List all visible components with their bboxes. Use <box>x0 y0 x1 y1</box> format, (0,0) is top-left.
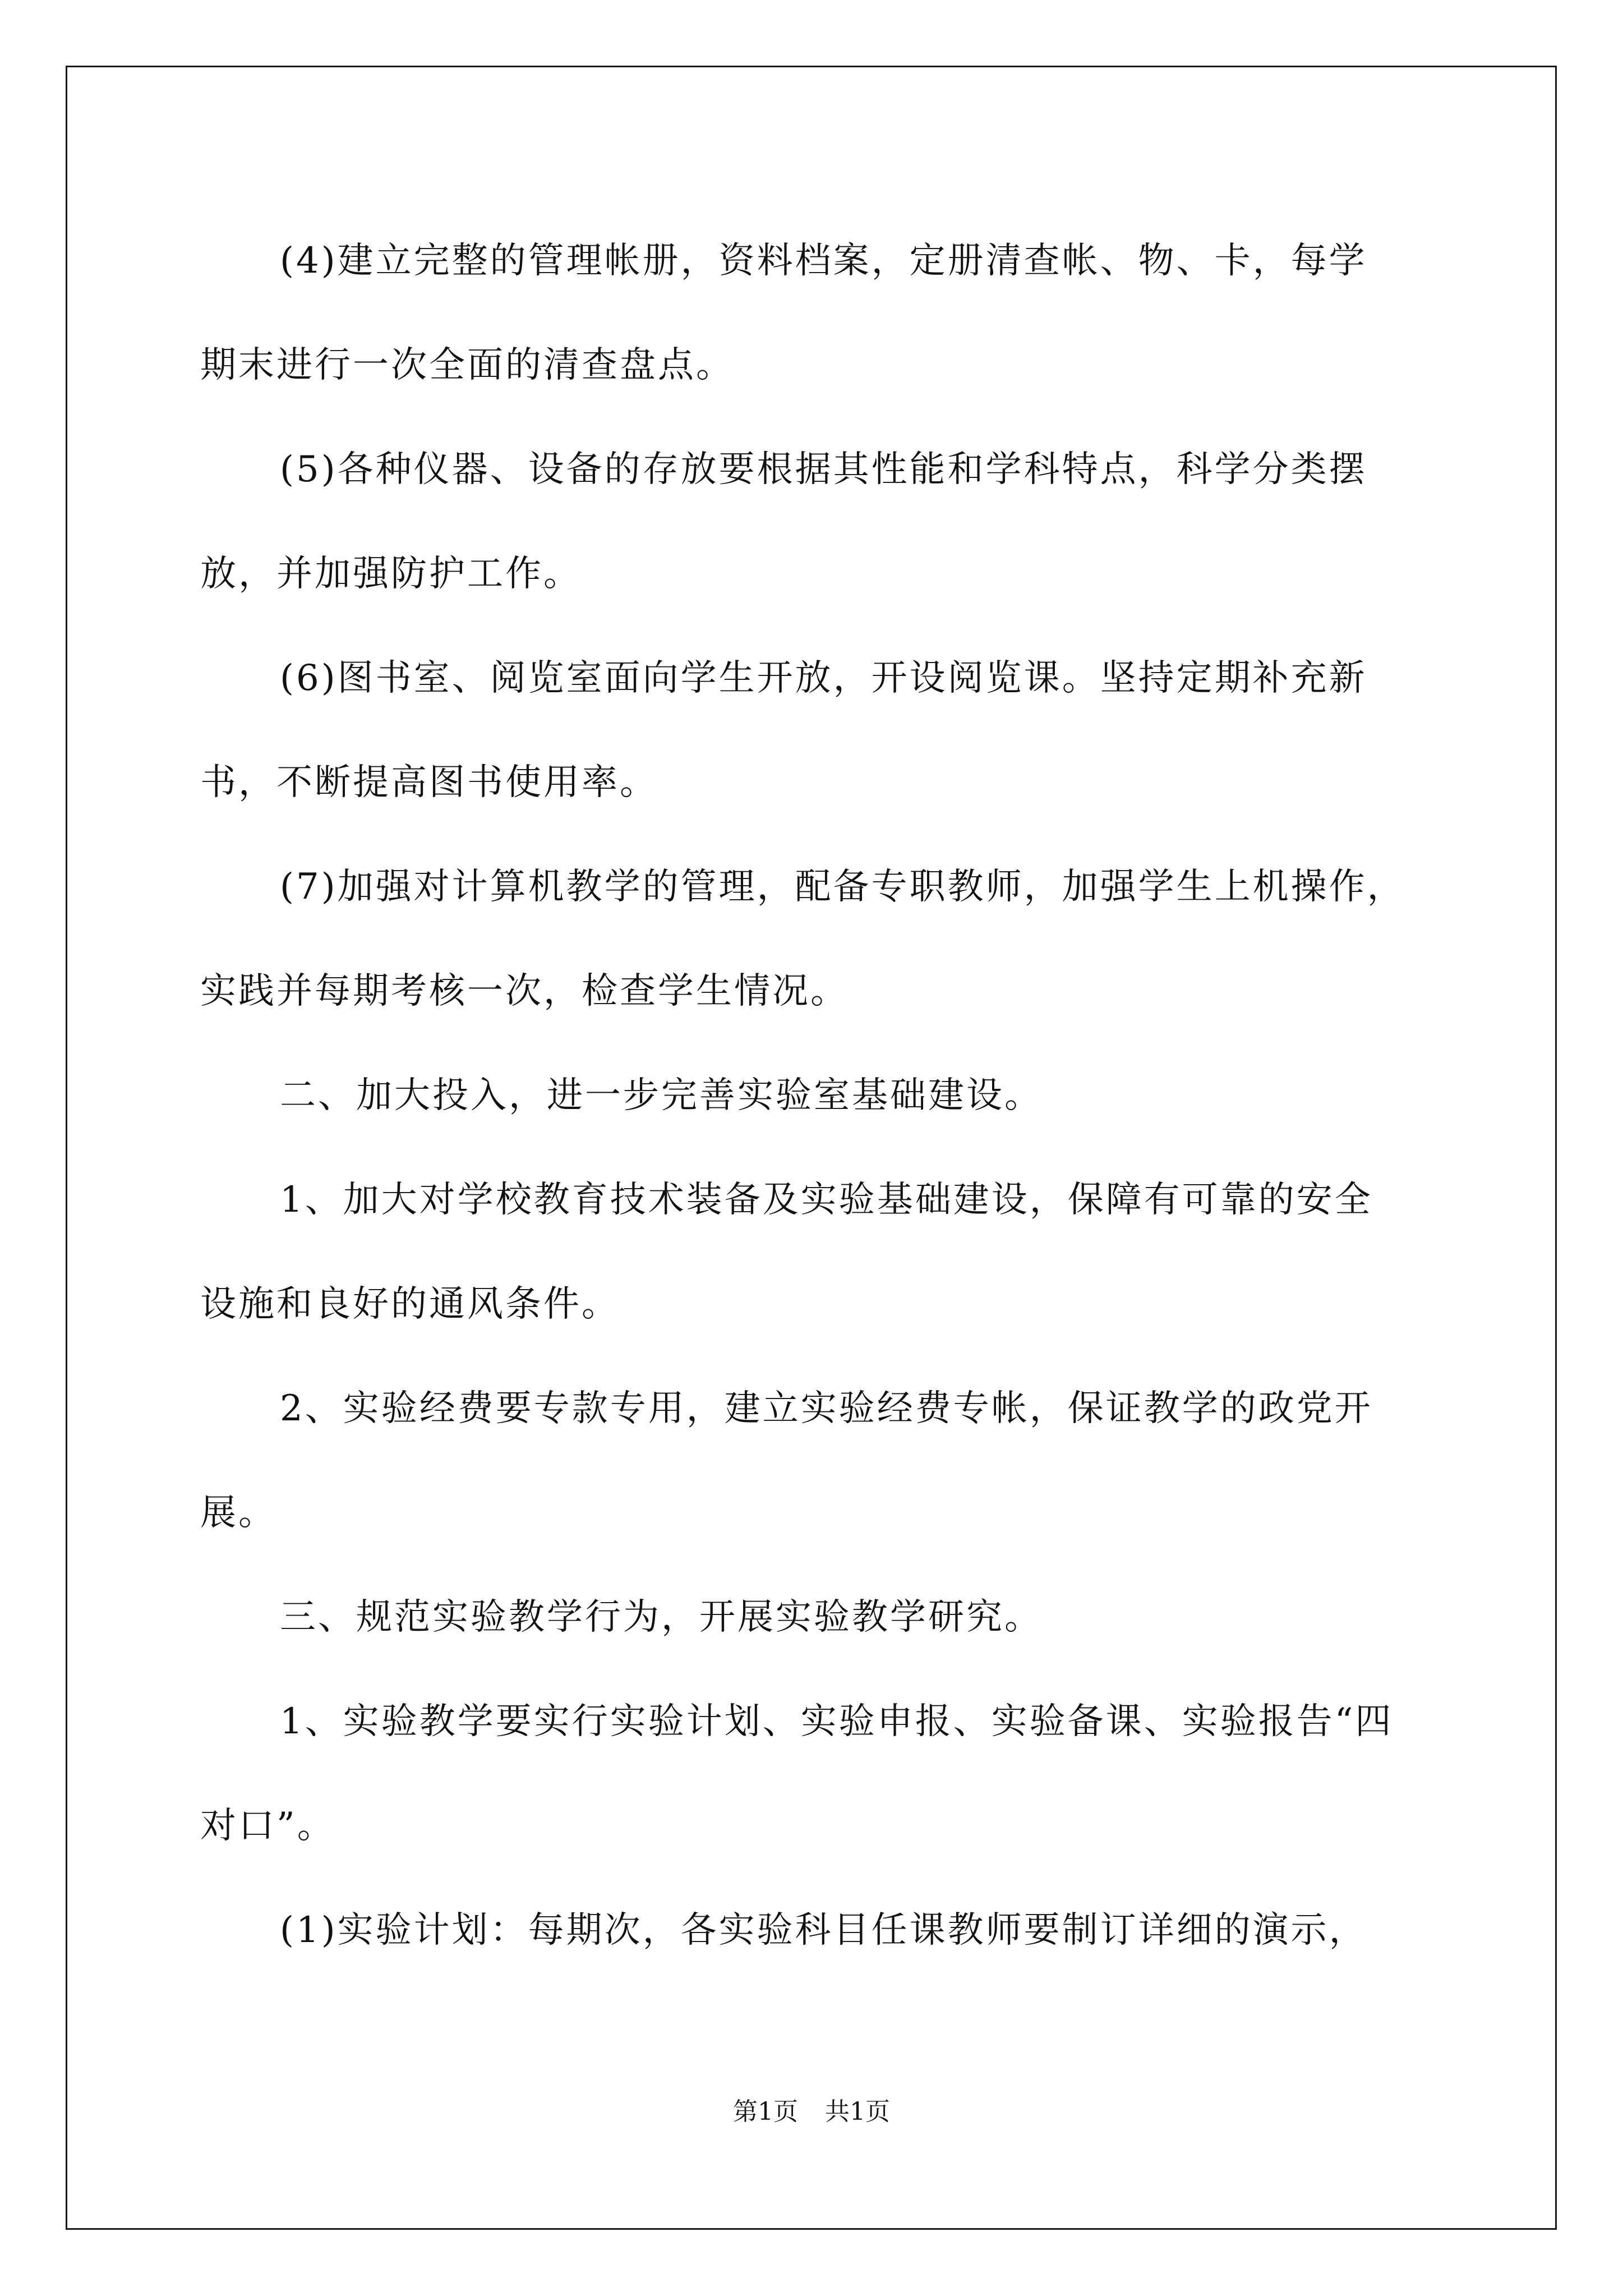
paragraph-line: 放，并加强防护工作。 <box>200 553 582 595</box>
section-heading-2 <box>200 1043 1434 1148</box>
page-total: 共1页 <box>825 2097 890 2126</box>
paragraph-line: 书，不断提高图书使用率。 <box>200 762 658 803</box>
paragraph-3-1-1 <box>200 1878 1434 1982</box>
section-heading-3 <box>200 1565 1434 1669</box>
paragraph-line: (7)加强对计算机教学的管理，配备专职教师，加强学生上机操作， <box>280 866 1405 908</box>
paragraph-line: (1)实验计划：每期次，各实验科目任课教师要制订详细的演示， <box>280 1910 1367 1951</box>
paragraph-2-1 <box>200 1148 1434 1356</box>
paragraph-line: 2、实验经费要专款专用，建立实验经费专帐，保证教学的政党开 <box>280 1388 1373 1429</box>
paragraph-line: 对口”。 <box>200 1805 335 1847</box>
paragraph-7 <box>200 835 1434 1043</box>
paragraph-6 <box>200 626 1434 835</box>
paragraph-line: 三、规范实验教学行为，开展实验教学研究。 <box>280 1596 1043 1638</box>
paragraph-line: (5)各种仪器、设备的存放要根据其性能和学科特点，科学分类摆 <box>280 449 1367 490</box>
paragraph-line: 二、加大投入，进一步完善实验室基础建设。 <box>280 1075 1043 1116</box>
paragraph-2-2 <box>200 1356 1434 1565</box>
paragraph-line: (6)图书室、阅览室面向学生开放，开设阅览课。坚持定期补充新 <box>280 657 1367 699</box>
paragraph-line: 展。 <box>200 1492 276 1534</box>
paragraph-4 <box>200 209 1434 417</box>
paragraph-line: (4)建立完整的管理帐册，资料档案，定册清查帐、物、卡，每学 <box>280 240 1367 282</box>
document-body <box>200 209 1434 1982</box>
paragraph-line: 设施和良好的通风条件。 <box>200 1283 620 1325</box>
paragraph-line: 实践并每期考核一次，检查学生情况。 <box>200 970 849 1012</box>
paragraph-line: 1、加大对学校教育技术装备及实验基础建设，保障有可靠的安全 <box>280 1179 1373 1221</box>
page-footer <box>0 2095 1623 2129</box>
page-number: 第1页 <box>733 2097 798 2126</box>
paragraph-line: 期末进行一次全面的清查盘点。 <box>200 344 734 386</box>
paragraph-3-1 <box>200 1669 1434 1878</box>
paragraph-line: 1、实验教学要实行实验计划、实验申报、实验备课、实验报告“四 <box>280 1701 1394 1742</box>
paragraph-5 <box>200 417 1434 626</box>
